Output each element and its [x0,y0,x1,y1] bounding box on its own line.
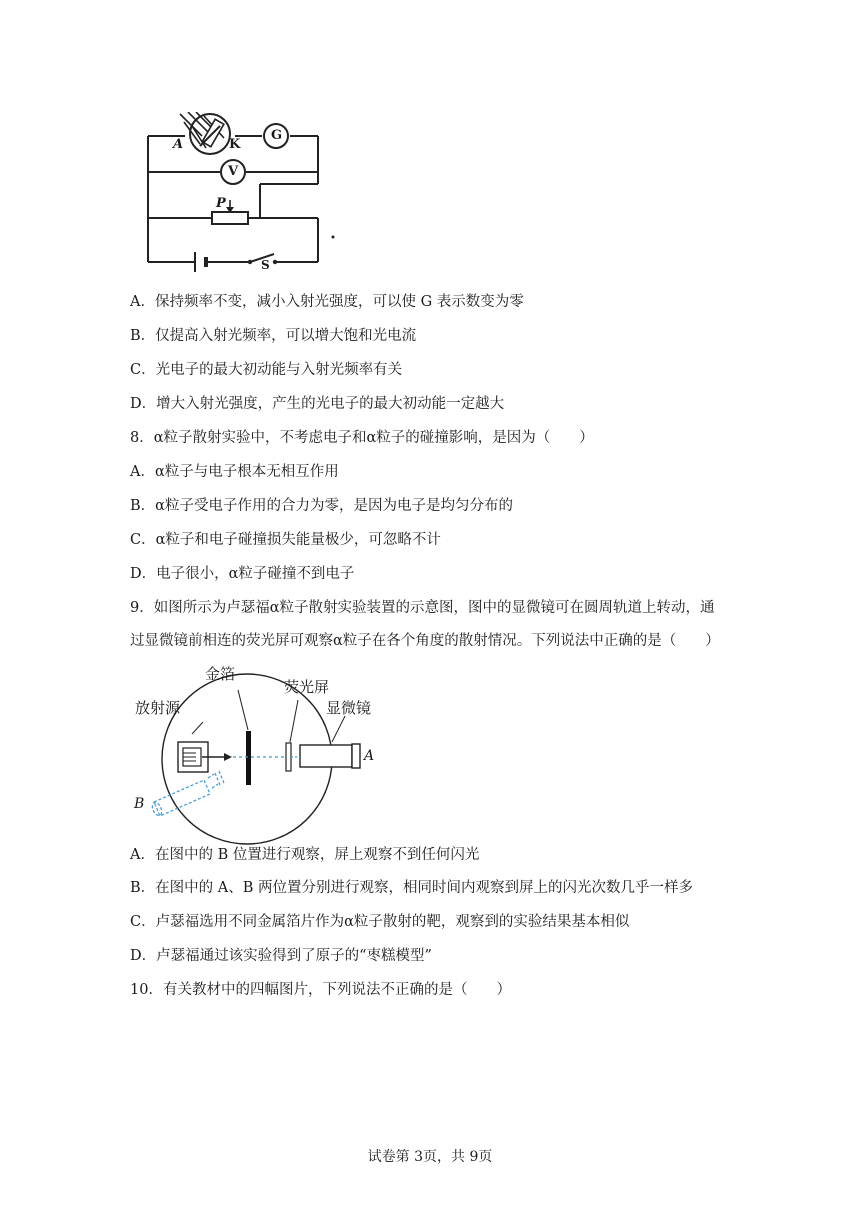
fig2-label-source: 放射源 [135,699,181,717]
q9-option-c: C．卢瑟福选用不同金属箔片作为α粒子散射的靶，观察到的实验结果基本相似 [130,914,630,930]
fig1-label-s: S [261,258,270,272]
fig1-label-p: P [216,196,226,211]
q8-option-d: D．电子很小，α粒子碰撞不到电子 [130,566,355,582]
fig1-label-a: A [173,137,184,152]
fig2-label-a: A [364,748,375,764]
q9-option-b: B．在图中的 A、B 两位置分别进行观察，相同时间内观察到屏上的闪光次数几乎一样多 [130,880,693,896]
photoelectric-circuit-figure [140,112,360,272]
fig2-label-microscope: 显微镜 [326,699,372,717]
q9-stem-line1: 9．如图所示为卢瑟福α粒子散射实验装置的示意图，图中的显微镜可在圆周轨道上转动，通 [130,600,715,616]
q7-option-b: B．仅提高入射光频率，可以增大饱和光电流 [130,328,417,344]
fig1-label-v: V [228,164,239,179]
q8-option-a: A．α粒子与电子根本无相互作用 [130,464,339,480]
q7-option-a: A．保持频率不变，减小入射光强度，可以使 G 表示数变为零 [130,294,524,310]
fig2-label-gold-foil: 金箔 [205,665,236,683]
q7-option-c: C．光电子的最大初动能与入射光频率有关 [130,362,403,378]
fig1-label-g: G [271,128,283,143]
q10-stem: 10．有关教材中的四幅图片，下列说法不正确的是（ ） [130,982,511,998]
q9-option-a: A．在图中的 B 位置进行观察，屏上观察不到任何闪光 [130,847,480,863]
fig2-label-screen: 荧光屏 [284,678,330,696]
q9-stem-line2: 过显微镜前相连的荧光屏可观察α粒子在各个角度的散射情况。下列说法中正确的是（ ） [130,633,720,649]
fig1-label-k: K [229,137,241,152]
rutherford-apparatus-figure [130,656,390,846]
q9-option-d: D．卢瑟福通过该实验得到了原子的“枣糕模型” [130,948,432,964]
fig2-label-b: B [134,796,145,812]
q7-option-d: D．增大入射光强度，产生的光电子的最大初动能一定越大 [130,396,505,412]
q8-option-b: B．α粒子受电子作用的合力为零，是因为电子是均匀分布的 [130,498,513,514]
page-footer: 试卷第 3页，共 9页 [367,1149,493,1165]
q8-stem: 8．α粒子散射实验中，不考虑电子和α粒子的碰撞影响，是因为（ ） [130,430,594,446]
q8-option-c: C．α粒子和电子碰撞损失能量极少，可忽略不计 [130,532,441,548]
